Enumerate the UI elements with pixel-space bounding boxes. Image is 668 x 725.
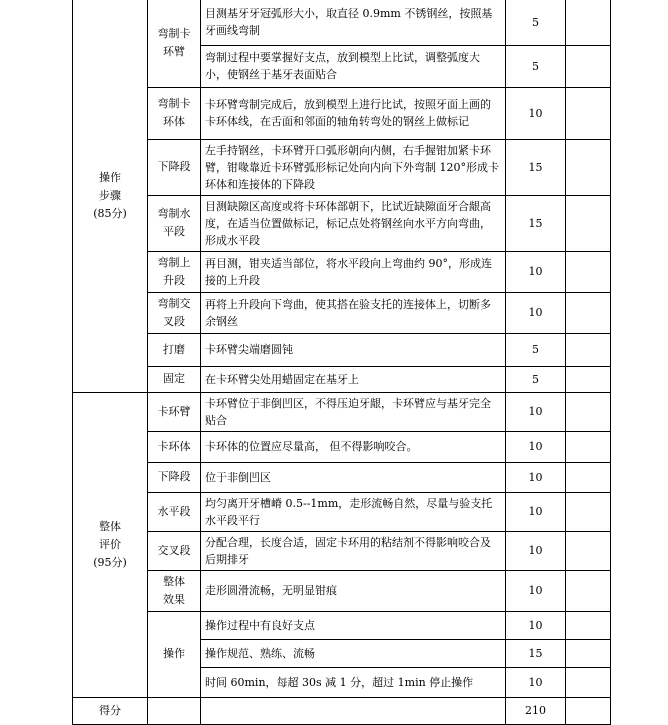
actual-score-cell xyxy=(566,462,611,492)
category-operation-steps: 操作 步骤 (85分) xyxy=(73,0,148,392)
item-cell: 整体 效果 xyxy=(148,570,201,611)
actual-score-cell xyxy=(566,639,611,667)
item-cell: 下降段 xyxy=(148,462,201,492)
criterion-desc: 卡环体的位置应尽量高， 但不得影响咬合。 xyxy=(201,431,506,462)
actual-score-cell xyxy=(566,431,611,462)
criterion-desc: 再目测，钳夹适当部位，将水平段向上弯曲约 90°，形成连接的上升段 xyxy=(201,251,506,292)
actual-score-cell xyxy=(566,531,611,570)
item-cell: 操作 xyxy=(148,611,201,697)
actual-score-cell xyxy=(566,611,611,639)
score-cell: 10 xyxy=(506,431,566,462)
criterion-desc: 走形圆滑流畅，无明显钳痕 xyxy=(201,570,506,611)
criterion-desc: 在卡环臂尖处用蜡固定在基牙上 xyxy=(201,366,506,392)
item-cell: 弯制卡 环臂 xyxy=(148,0,201,87)
item-cell: 卡环臂 xyxy=(148,392,201,431)
actual-score-cell xyxy=(566,667,611,697)
item-cell: 弯制水 平段 xyxy=(148,195,201,251)
item-cell xyxy=(148,697,201,724)
criterion-desc: 卡环臂弯制完成后，放到模型上进行比试，按照牙面上画的卡环体线，在舌面和邻面的轴角转弯处的钢丝上做标记 xyxy=(201,87,506,139)
total-score: 210 xyxy=(506,697,566,724)
actual-score-cell xyxy=(566,0,611,45)
item-cell: 弯制上 升段 xyxy=(148,251,201,292)
criterion-desc: 分配合理，长度合适，固定卡环用的粘结剂不得影响咬合及后期排牙 xyxy=(201,531,506,570)
score-cell: 10 xyxy=(506,570,566,611)
actual-score-cell xyxy=(566,366,611,392)
item-cell: 卡环体 xyxy=(148,431,201,462)
item-cell: 固定 xyxy=(148,366,201,392)
item-cell: 水平段 xyxy=(148,492,201,531)
actual-score-cell xyxy=(566,292,611,333)
actual-score-cell xyxy=(566,570,611,611)
scoring-table xyxy=(72,0,611,725)
score-cell: 10 xyxy=(506,87,566,139)
item-cell: 弯制交 叉段 xyxy=(148,292,201,333)
criterion-desc: 左手持钢丝，卡环臂开口弧形朝向内侧，右手握钳加紧卡环臂，钳喙靠近卡环臂弧形标记处向内向下外弯制 120°形成卡环体和连接体的下降段 xyxy=(201,139,506,195)
criterion-desc: 位于非倒凹区 xyxy=(201,462,506,492)
item-cell: 交叉段 xyxy=(148,531,201,570)
criterion-desc: 目测基牙牙冠弧形大小，取直径 0.9mm 不锈钢丝，按照基牙画线弯制 xyxy=(201,0,506,45)
score-cell: 10 xyxy=(506,492,566,531)
criterion-desc: 操作过程中有良好支点 xyxy=(201,611,506,639)
criterion-desc: 均匀离开牙槽嵴 0.5--1mm，走形流畅自然，尽量与验支托水平段平行 xyxy=(201,492,506,531)
total-label: 得分 xyxy=(73,697,148,724)
criterion-desc xyxy=(201,697,506,724)
score-cell: 15 xyxy=(506,139,566,195)
score-cell: 5 xyxy=(506,366,566,392)
item-cell: 弯制卡 环体 xyxy=(148,87,201,139)
criterion-desc: 目测缺隙区高度或将卡环体部朝下，比试近缺隙面牙合龈高度，在适当位置做标记，标记点处将钢丝向水平方向弯曲，形成水平段 xyxy=(201,195,506,251)
criterion-desc: 卡环臂位于非倒凹区，不得压迫牙龈，卡环臂应与基牙完全贴合 xyxy=(201,392,506,431)
criterion-desc: 时间 60min，每超 30s 减 1 分，超过 1min 停止操作 xyxy=(201,667,506,697)
score-cell: 10 xyxy=(506,667,566,697)
criterion-desc: 弯制过程中要掌握好支点，放到模型上比试，调整弧度大小，使钢丝于基牙表面贴合 xyxy=(201,45,506,87)
actual-score-cell xyxy=(566,333,611,366)
score-cell: 15 xyxy=(506,639,566,667)
criterion-desc: 操作规范、熟练、流畅 xyxy=(201,639,506,667)
criterion-desc: 再将上升段向下弯曲，使其搭在验支托的连接体上，切断多余钢丝 xyxy=(201,292,506,333)
actual-score-cell xyxy=(566,697,611,724)
score-cell: 5 xyxy=(506,45,566,87)
score-cell: 10 xyxy=(506,462,566,492)
score-cell: 5 xyxy=(506,333,566,366)
actual-score-cell xyxy=(566,139,611,195)
item-cell: 下降段 xyxy=(148,139,201,195)
score-cell: 10 xyxy=(506,531,566,570)
score-cell: 10 xyxy=(506,611,566,639)
score-cell: 15 xyxy=(506,195,566,251)
item-cell: 打磨 xyxy=(148,333,201,366)
actual-score-cell xyxy=(566,45,611,87)
category-overall-evaluation: 整体 评价 (95分) xyxy=(73,392,148,697)
actual-score-cell xyxy=(566,251,611,292)
score-cell: 10 xyxy=(506,251,566,292)
criterion-desc: 卡环臂尖端磨圆钝 xyxy=(201,333,506,366)
score-cell: 10 xyxy=(506,292,566,333)
actual-score-cell xyxy=(566,87,611,139)
actual-score-cell xyxy=(566,195,611,251)
score-cell: 5 xyxy=(506,0,566,45)
actual-score-cell xyxy=(566,392,611,431)
score-cell: 10 xyxy=(506,392,566,431)
actual-score-cell xyxy=(566,492,611,531)
